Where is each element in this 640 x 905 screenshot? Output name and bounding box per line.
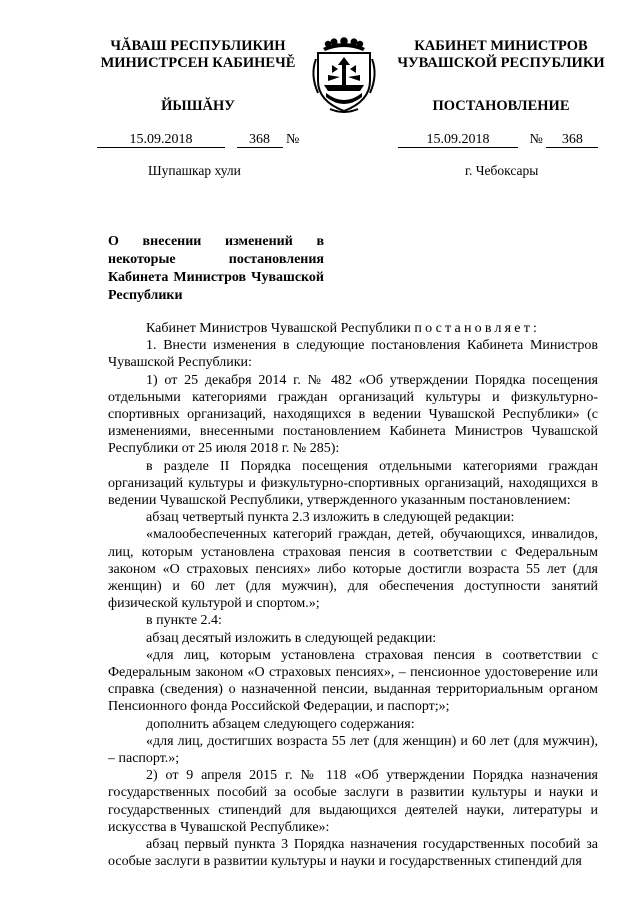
header-left xyxy=(92,38,304,72)
city-left: Шупашкар хули xyxy=(148,163,241,178)
number-sign-left: № xyxy=(286,132,300,147)
city-right: г. Чебоксары xyxy=(465,163,539,178)
coat-of-arms-emblem-icon xyxy=(308,35,380,117)
body-paragraph: абзац первый пункта 3 Порядка назначения государственных пособий за особые заслуги в развитии культуры и науки и государственных стипендий для xyxy=(108,837,598,870)
header-right-line2: ЧУВАШСКОЙ РЕСПУБЛИКИ xyxy=(397,55,605,71)
body-paragraph: абзац десятый изложить в следующей редакции: xyxy=(146,630,437,646)
header-left-doc-type: ЙЫШĂНУ xyxy=(161,98,235,114)
intro-lead: Кабинет Министров Чувашской Республики xyxy=(146,321,411,336)
header-left-line2: МИНИСТРСЕН КАБИНЕЧĚ xyxy=(100,55,296,71)
header-right-line1: КАБИНЕТ МИНИСТРОВ xyxy=(414,38,588,54)
dateline-left xyxy=(97,132,309,150)
body-paragraph: 1) от 25 декабря 2014 г. № 482 «Об утверждении Порядка посещения отдельными категориями граждан организаций культуры и физкультурно-спортивных организаций, находящихся в ведении Чувашской Республики» (с изменениями, внесенными постановлением Кабинета Министров Чувашской Республики от 25 июля 2018 г. № 285): xyxy=(108,372,598,457)
document-title: О внесении изменений в некоторые постановления Кабинета Министров Чувашской Республики xyxy=(108,234,324,303)
number-left: 368 xyxy=(237,132,283,148)
number-right: 368 xyxy=(546,132,598,148)
body-paragraph: абзац четвертый пункта 2.3 изложить в следующей редакции: xyxy=(146,510,515,526)
dateline-right xyxy=(398,132,604,150)
body-paragraph: 1. Внести изменения в следующие постановления Кабинета Министров Чувашской Республики: xyxy=(108,338,598,371)
body-paragraph: «малообеспеченных категорий граждан, детей, обучающихся, инвалидов, лиц, которым установлена страховая пенсия в соответствии с Федеральным законом «О страховых пенсиях» либо которые достигли возраста 55 лет (для женщин) и 60 лет (для мужчин), для обеспечения доступности занятий физической культурой и спортом.»; xyxy=(108,527,598,612)
body-paragraph: «для лиц, которым установлена страховая пенсия в соответствии с Федеральным законом «О страховых пенсиях», – пенсионное удостоверение или справка (сведения) о назначенной пенсии, выданная территориальным органом Пенсионного фонда Российской Федерации, и паспорт;»; xyxy=(108,647,598,715)
header-left-line1: ЧĂВАШ РЕСПУБЛИКИН xyxy=(110,38,286,54)
document-body xyxy=(108,320,598,871)
header-right xyxy=(388,38,614,72)
header-right-doc-type: ПОСТАНОВЛЕНИЕ xyxy=(432,98,570,114)
body-paragraph: 2) от 9 апреля 2015 г. № 118 «Об утверждении Порядка назначения государственных пособий за особые заслуги в развитии культуры и науки и государственных стипендий для выдающихся деятелей науки, литературы и искусства в Чувашской Республике»: xyxy=(108,768,598,835)
date-left: 15.09.2018 xyxy=(97,132,225,148)
body-paragraph: дополнить абзацем следующего содержания: xyxy=(146,716,415,732)
body-paragraph: «для лиц, достигших возраста 55 лет (для женщин) и 60 лет (для мужчин), – паспорт.»; xyxy=(108,733,598,767)
body-paragraph: в пункте 2.4: xyxy=(146,613,222,629)
body-paragraph: в разделе II Порядка посещения отдельными категориями граждан организаций культуры и физкультурно-спортивных организаций, находящихся в ведении Чувашской Республики, утвержденного указанным постановлением: xyxy=(108,458,598,509)
number-sign-right: № xyxy=(529,132,543,147)
date-right: 15.09.2018 xyxy=(398,132,518,148)
intro-paragraph xyxy=(108,320,598,337)
intro-decree-word: постановляет: xyxy=(414,321,541,336)
